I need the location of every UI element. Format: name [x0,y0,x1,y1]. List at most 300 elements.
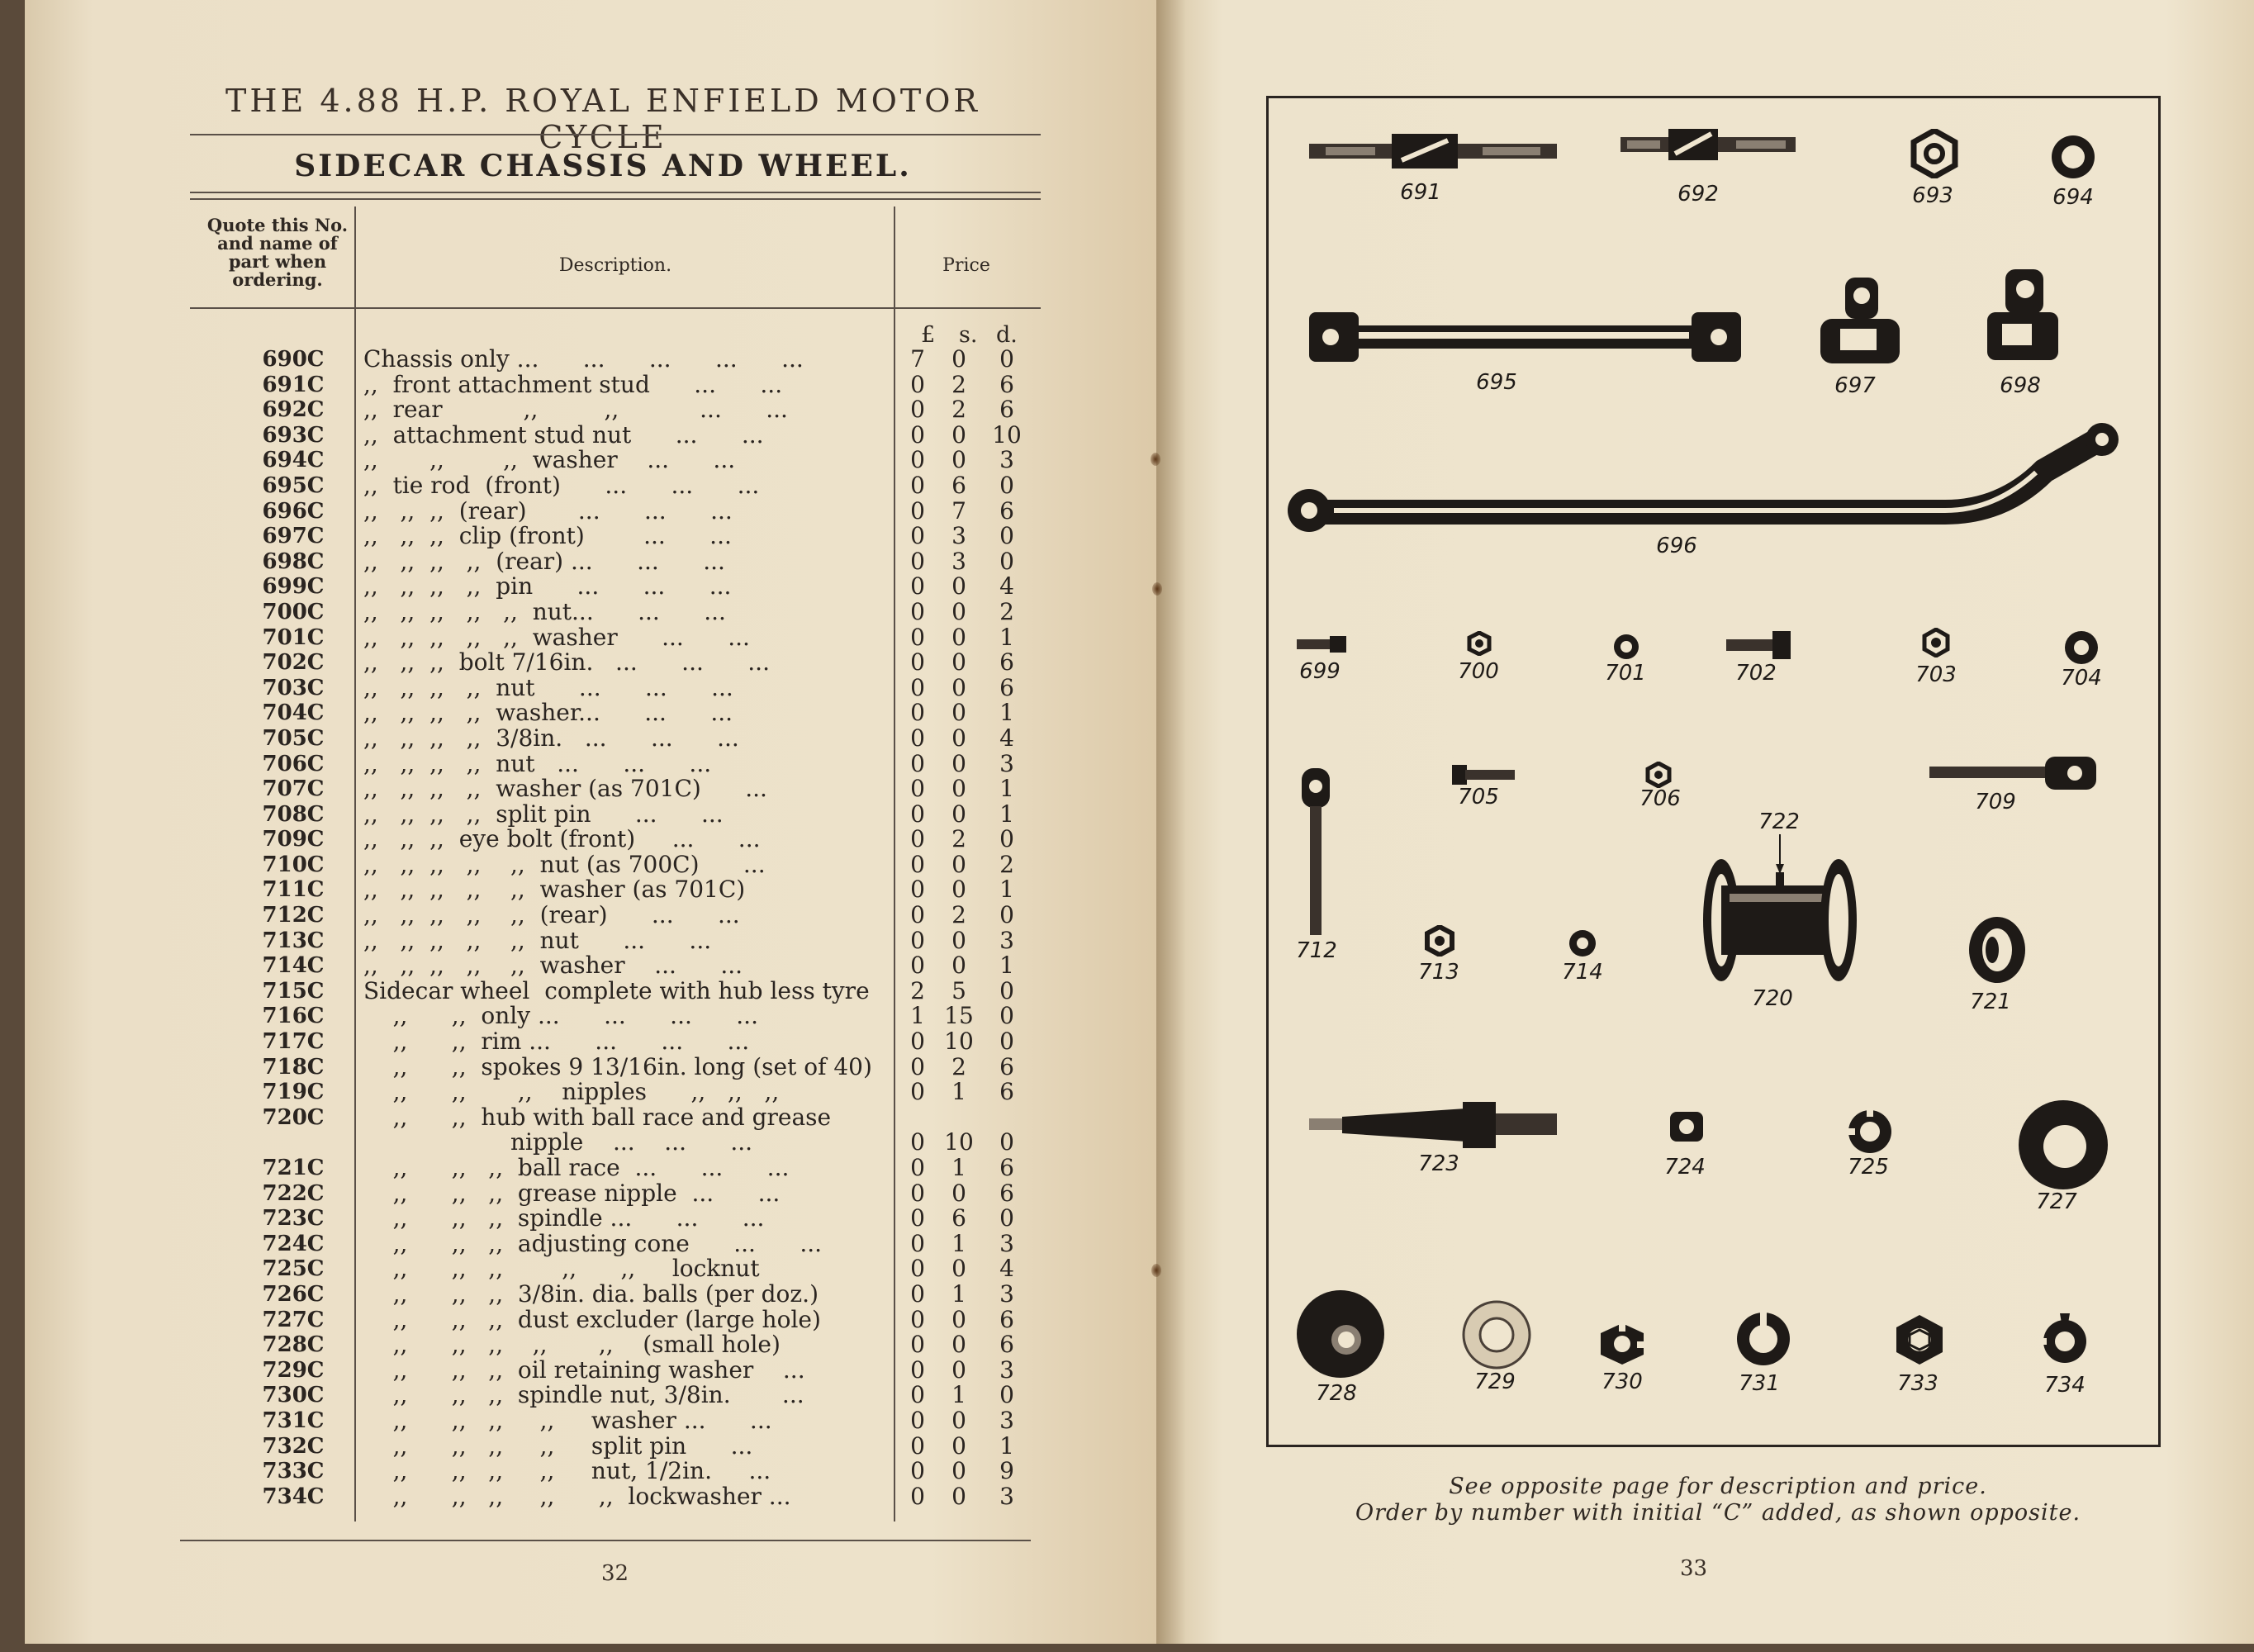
bolt-702-illustration [1726,631,1792,659]
price-pounds: 0 [910,1229,925,1257]
part-description: ,, ,, ,, spindle ... ... ... [363,1204,765,1232]
price-pence: 9 [999,1457,1014,1485]
price-shillings: 0 [951,1482,966,1510]
table-row [165,597,1041,625]
table-row [165,1431,1041,1460]
part-description: ,, ,, ,, ,, ,, lockwasher ... [363,1482,791,1510]
price-pounds: 0 [910,1355,925,1384]
dust-excluder-727-illustration [2017,1099,2109,1191]
price-shillings: 10 [944,1128,974,1156]
part-description: ,, ,, ,, ,, (rear) ... ... ... [363,547,725,575]
pounds-header: £ [921,322,936,348]
price-pence: 4 [999,1255,1014,1283]
part-description: ,, ,, ,, ball race ... ... ... [363,1154,790,1181]
part-number: 719C [262,1080,325,1105]
price-pounds: 0 [910,1255,925,1283]
price-pounds: 2 [910,976,925,1004]
part-number: 696C [262,498,325,524]
price-pence: 3 [999,1229,1014,1257]
part-number: 707C [262,776,325,802]
price-pence: 6 [999,1179,1014,1207]
part-label-725: 725 [1848,1155,1889,1180]
price-pounds: 0 [910,1179,925,1207]
clip-rear-698-illustration [1984,266,2062,363]
price-shillings: 0 [951,446,966,474]
nut-693-illustration [1910,129,1959,178]
part-label-733: 733 [1897,1371,1938,1396]
price-shillings: 0 [951,1431,966,1460]
part-label-713: 713 [1418,960,1459,985]
header-rule-top [190,192,1041,193]
table-row [165,1408,1041,1434]
price-pence: 6 [999,370,1014,398]
part-description: ,, ,, ,, spindle nut, 3/8in. ... [363,1381,804,1409]
price-pounds: 0 [910,396,925,424]
price-shillings: 0 [951,952,966,980]
part-label-702: 702 [1735,661,1777,686]
price-shillings: 0 [951,673,966,701]
table-row [165,420,1041,449]
ball-race-721-illustration [1967,915,2027,985]
table-row [165,827,1041,852]
part-number: 712C [262,903,325,928]
part-number: 702C [262,650,325,676]
price-shillings: 0 [951,1457,966,1485]
part-number: 698C [262,548,325,574]
part-number: 708C [262,801,325,827]
part-label-699: 699 [1299,659,1341,684]
table-row [165,1355,1041,1384]
price-pence: 2 [999,597,1014,625]
price-shillings: 0 [951,345,966,373]
price-pounds: 0 [910,648,925,676]
part-description: ,, ,, ,, dust excluder (large hole) [363,1305,821,1333]
table-row [165,1459,1041,1484]
table-row [165,650,1041,676]
price-shillings: 1 [951,1229,966,1257]
part-description: ,, ,, ,, ,, washer... ... ... [363,699,733,727]
price-pence: 3 [999,1279,1014,1308]
table-row [165,397,1041,423]
price-pence: 1 [999,699,1014,727]
price-pounds: 0 [910,496,925,525]
price-pence: 0 [999,976,1014,1004]
table-row [165,802,1041,828]
table-row [165,877,1041,903]
table-row [165,1305,1041,1333]
table-row [165,1156,1041,1181]
price-pence: 6 [999,648,1014,676]
part-number: 699C [262,574,325,600]
part-number: 729C [262,1357,325,1383]
hub-720-illustration [1701,856,1858,985]
part-label-724: 724 [1664,1155,1706,1180]
price-pounds: 0 [910,1482,925,1510]
part-label-727: 727 [2036,1189,2077,1214]
part-description: ,, tie rod (front) ... ... ... [363,471,760,499]
price-pence: 10 [992,420,1022,449]
part-label-701: 701 [1605,661,1646,686]
part-description: ,, ,, ,, ,, ,, nut ... ... [363,926,712,954]
price-pence: 6 [999,396,1014,424]
part-number: 700C [262,599,325,624]
table-row [165,473,1041,499]
price-shillings: 0 [951,597,966,625]
price-pence: 0 [999,825,1014,853]
part-number: 714C [262,953,325,979]
price-pounds: 0 [910,1078,925,1106]
table-row [165,749,1041,777]
part-description: ,, ,, ,, grease nipple ... ... [363,1179,781,1207]
part-description: ,, ,, ,, clip (front) ... ... [363,522,732,550]
price-pounds: 1 [910,1002,925,1030]
part-description: ,, ,, hub with ball race and grease [363,1103,832,1131]
table-row [165,347,1041,373]
price-pounds: 0 [910,471,925,499]
price-shillings: 0 [951,1331,966,1359]
price-column-header: Price [942,255,990,276]
price-shillings: 6 [951,1204,966,1232]
price-pounds: 0 [910,1279,925,1308]
table-row [165,1080,1041,1105]
price-shillings: 0 [951,775,966,803]
page-number-left: 32 [601,1561,629,1586]
table-bottom-rule [180,1540,1031,1541]
header-rule-top-2 [190,198,1041,200]
price-pounds: 0 [910,1052,925,1080]
price-pounds: 0 [910,446,925,474]
part-description: ,, ,, ,, ,, ,, nut... ... ... [363,597,726,625]
price-pounds: 0 [910,572,925,601]
price-pence: 0 [999,1381,1014,1409]
price-shillings: 0 [951,1355,966,1384]
price-shillings: 2 [951,396,966,424]
price-pence: 3 [999,1406,1014,1434]
price-pence: 1 [999,952,1014,980]
part-description: ,, ,, ,, ,, ,, locknut [363,1255,760,1283]
price-pence: 0 [999,1128,1014,1156]
price-shillings: 0 [951,699,966,727]
price-shillings: 1 [951,1078,966,1106]
price-shillings: 7 [951,496,966,525]
price-pence: 6 [999,1331,1014,1359]
part-number: 718C [262,1054,325,1080]
part-label-734: 734 [2044,1373,2086,1398]
table-row [165,1130,1041,1156]
table-row [165,1279,1041,1308]
eye-bolt-rear-712-illustration [1298,768,1331,937]
price-pence: 6 [999,1305,1014,1333]
price-shillings: 0 [951,1305,966,1333]
part-number: 725C [262,1256,325,1282]
part-label-691: 691 [1400,180,1441,205]
price-pounds: 0 [910,749,925,777]
part-description: ,, ,, ,, bolt 7/16in. ... ... ... [363,648,770,676]
price-pounds: 0 [910,850,925,878]
price-shillings: 1 [951,1279,966,1308]
price-pounds: 0 [910,1381,925,1409]
description-column-header: Description. [558,255,672,276]
part-label-709: 709 [1975,790,2016,814]
price-pence: 6 [999,1154,1014,1181]
part-description: ,, ,, ,, ,, split pin ... ... [363,800,724,828]
part-description: ,, ,, ,, ,, split pin ... [363,1431,753,1460]
part-number: 691C [262,372,325,397]
part-label-722: 722 [1758,809,1800,834]
price-shillings: 3 [951,522,966,550]
cone-724-illustration [1668,1110,1705,1143]
header-rule-bottom [190,307,1041,309]
part-number: 728C [262,1332,325,1358]
part-label-729: 729 [1474,1370,1516,1394]
price-pounds: 0 [910,1305,925,1333]
part-number: 703C [262,675,325,700]
price-pence: 1 [999,1431,1014,1460]
quote-column-header: Quote this No. and name of part when ordering. [206,215,349,291]
part-description: ,, ,, ,, ,, ,, (rear) ... ... [363,901,740,929]
price-shillings: 0 [951,1179,966,1207]
part-number: 694C [262,448,325,473]
price-pounds: 0 [910,1406,925,1434]
part-number: 709C [262,827,325,852]
part-description: ,, ,, only ... ... ... ... [363,1002,758,1030]
price-pounds: 0 [910,876,925,904]
price-shillings: 5 [951,976,966,1004]
part-number: 690C [262,347,325,372]
price-shillings: 0 [951,1406,966,1434]
price-pounds: 0 [910,724,925,752]
price-pence: 6 [999,496,1014,525]
part-label-700: 700 [1458,659,1499,684]
table-row [165,852,1041,878]
price-pounds: 0 [910,1028,925,1056]
price-shillings: 1 [951,1154,966,1181]
part-number: 727C [262,1307,325,1332]
price-shillings: 10 [944,1028,974,1056]
price-pence: 0 [999,901,1014,929]
table-row [165,726,1041,752]
part-number: 705C [262,725,325,751]
price-pence: 6 [999,673,1014,701]
table-row [165,496,1041,525]
price-pounds: 0 [910,370,925,398]
nut-700-illustration [1467,631,1492,656]
price-pence: 3 [999,1482,1014,1510]
washer-694-illustration [2048,132,2098,182]
part-number: 721C [262,1156,325,1180]
stud-692-illustration [1621,127,1796,162]
price-pounds: 0 [910,699,925,727]
part-description: ,, ,, ,, (rear) ... ... ... [363,496,733,525]
price-pence: 2 [999,850,1014,878]
part-number: 697C [262,524,325,549]
price-pounds: 0 [910,1457,925,1485]
page-number-right: 33 [1680,1556,1708,1581]
price-shillings: 0 [951,420,966,449]
part-number: 701C [262,624,325,650]
price-pence: 3 [999,749,1014,777]
price-pence: 0 [999,547,1014,575]
part-number: 731C [262,1408,325,1433]
part-number: 732C [262,1433,325,1459]
price-pence: 0 [999,1028,1014,1056]
part-label-712: 712 [1296,938,1337,963]
table-row [165,673,1041,701]
table-row [165,1181,1041,1207]
part-number: 713C [262,928,325,953]
table-row [165,1105,1041,1131]
price-shillings: 3 [951,547,966,575]
stud-691-illustration [1309,132,1557,170]
dust-excluder-728-illustration [1295,1289,1386,1379]
part-description: ,, ,, ,, ,, nut ... ... ... [363,673,733,701]
part-description: nipple ... ... ... [363,1128,753,1156]
price-shillings: 2 [951,370,966,398]
price-pence: 1 [999,775,1014,803]
price-shillings: 0 [951,926,966,954]
price-pence: 1 [999,876,1014,904]
part-label-703: 703 [1915,662,1957,687]
part-description: ,, ,, ,, nipples ,, ,, ,, [363,1078,780,1106]
book-gutter [1156,0,1186,1644]
price-shillings: 0 [951,876,966,904]
price-pounds: 0 [910,1331,925,1359]
price-pounds: 7 [910,345,925,373]
price-pence: 3 [999,446,1014,474]
part-label-714: 714 [1562,960,1603,985]
part-number: 723C [262,1206,325,1232]
price-pounds: 0 [910,623,925,651]
washer-701-illustration [1612,633,1640,661]
nut-733-illustration [1893,1313,1946,1366]
part-description: ,, ,, ,, washer ... ... [363,446,736,474]
title-rule [190,134,1041,135]
part-label-692: 692 [1677,182,1719,206]
part-label-731: 731 [1739,1371,1780,1396]
section-title: SIDECAR CHASSIS AND WHEEL. [294,149,912,183]
price-shillings: 0 [951,800,966,828]
price-pence: 0 [999,471,1014,499]
price-shillings: 2 [951,901,966,929]
washer-731-illustration [1734,1310,1792,1368]
price-shillings: 0 [951,724,966,752]
part-number: 704C [262,700,325,726]
part-label-721: 721 [1970,990,2011,1014]
part-number: 693C [262,422,325,448]
price-pence: 0 [999,522,1014,550]
table-row [165,1052,1041,1080]
price-pence: 1 [999,800,1014,828]
part-description: ,, ,, ,, ,, 3/8in. ... ... ... [363,724,739,752]
nut-703-illustration [1921,628,1951,657]
price-shillings: 15 [944,1002,974,1030]
price-pounds: 0 [910,1204,925,1232]
rust-stain [1151,1264,1161,1277]
rust-stain [1152,582,1162,596]
part-description: ,, ,, ,, adjusting cone ... ... [363,1229,823,1257]
price-pence: 6 [999,1078,1014,1106]
table-row [165,1229,1041,1257]
part-description: ,, rear ,, ,, ... ... [363,396,788,424]
table-row [165,549,1041,575]
price-pence: 4 [999,724,1014,752]
price-pounds: 0 [910,825,925,853]
table-row [165,776,1041,802]
price-pence: 3 [999,926,1014,954]
price-shillings: 6 [951,471,966,499]
part-description: ,, ,, ,, ,, nut ... ... ... [363,749,712,777]
price-pounds: 0 [910,926,925,954]
part-label-695: 695 [1476,370,1517,395]
nut-706-illustration [1645,762,1672,788]
price-pounds: 0 [910,800,925,828]
bolt-705-illustration [1452,765,1515,785]
part-label-694: 694 [2052,185,2094,210]
tie-rod-rear-696-illustration [1284,421,2124,537]
table-row [165,903,1041,928]
price-pounds: 0 [910,1128,925,1156]
table-row [165,574,1041,600]
part-description: ,, ,, ,, ,, nut, 1/2in. ... [363,1457,771,1485]
tie-rod-front-695-illustration [1309,309,1741,367]
part-number: 730C [262,1383,325,1408]
price-pounds: 0 [910,597,925,625]
washer-714-illustration [1568,928,1597,958]
part-description: ,, ,, ,, ,, pin ... ... ... [363,572,732,601]
pence-header: d. [996,322,1018,348]
part-label-730: 730 [1602,1370,1643,1394]
plate-caption-line2: Order by number with initial “C” added, as shown opposite. [1355,1500,2081,1526]
table-row [165,1029,1041,1055]
price-shillings: 0 [951,850,966,878]
part-description: ,, ,, ,, ,, ,, washer (as 701C) [363,876,746,904]
price-pounds: 0 [910,522,925,550]
price-shillings: 0 [951,572,966,601]
price-pounds: 0 [910,673,925,701]
part-description: ,, ,, ,, ,, ,, nut (as 700C) ... [363,850,766,878]
table-row [165,700,1041,726]
price-shillings: 1 [951,1381,966,1409]
part-label-698: 698 [2000,373,2041,398]
part-number: 716C [262,1004,325,1029]
table-row [165,625,1041,651]
price-pounds: 0 [910,901,925,929]
table-row [165,448,1041,473]
part-number: 711C [262,877,325,903]
part-description: ,, ,, ,, ,, ,, washer ... ... [363,623,750,651]
table-row [165,370,1041,398]
part-description: ,, attachment stud nut ... ... [363,420,764,449]
part-description: ,, ,, spokes 9 13/16in. long (set of 40) [363,1052,872,1080]
part-number: 724C [262,1231,325,1256]
price-shillings: 0 [951,648,966,676]
part-description: ,, ,, ,, ,, washer ... ... [363,1406,772,1434]
part-label-723: 723 [1418,1151,1459,1176]
part-label-696: 696 [1656,534,1697,558]
table-row [165,928,1041,954]
part-label-697: 697 [1834,373,1876,398]
locknut-725-illustration [1847,1108,1893,1155]
part-description: ,, ,, ,, ,, washer (as 701C) ... [363,775,767,803]
plate-caption-line1: See opposite page for description and price. [1449,1474,1987,1499]
table-row [165,1332,1041,1358]
price-pence: 0 [999,1204,1014,1232]
eye-bolt-front-709-illustration [1929,755,2098,791]
part-number: 722C [262,1180,325,1206]
price-pence: 6 [999,1052,1014,1080]
part-number: 726C [262,1281,325,1307]
price-pence: 1 [999,623,1014,651]
